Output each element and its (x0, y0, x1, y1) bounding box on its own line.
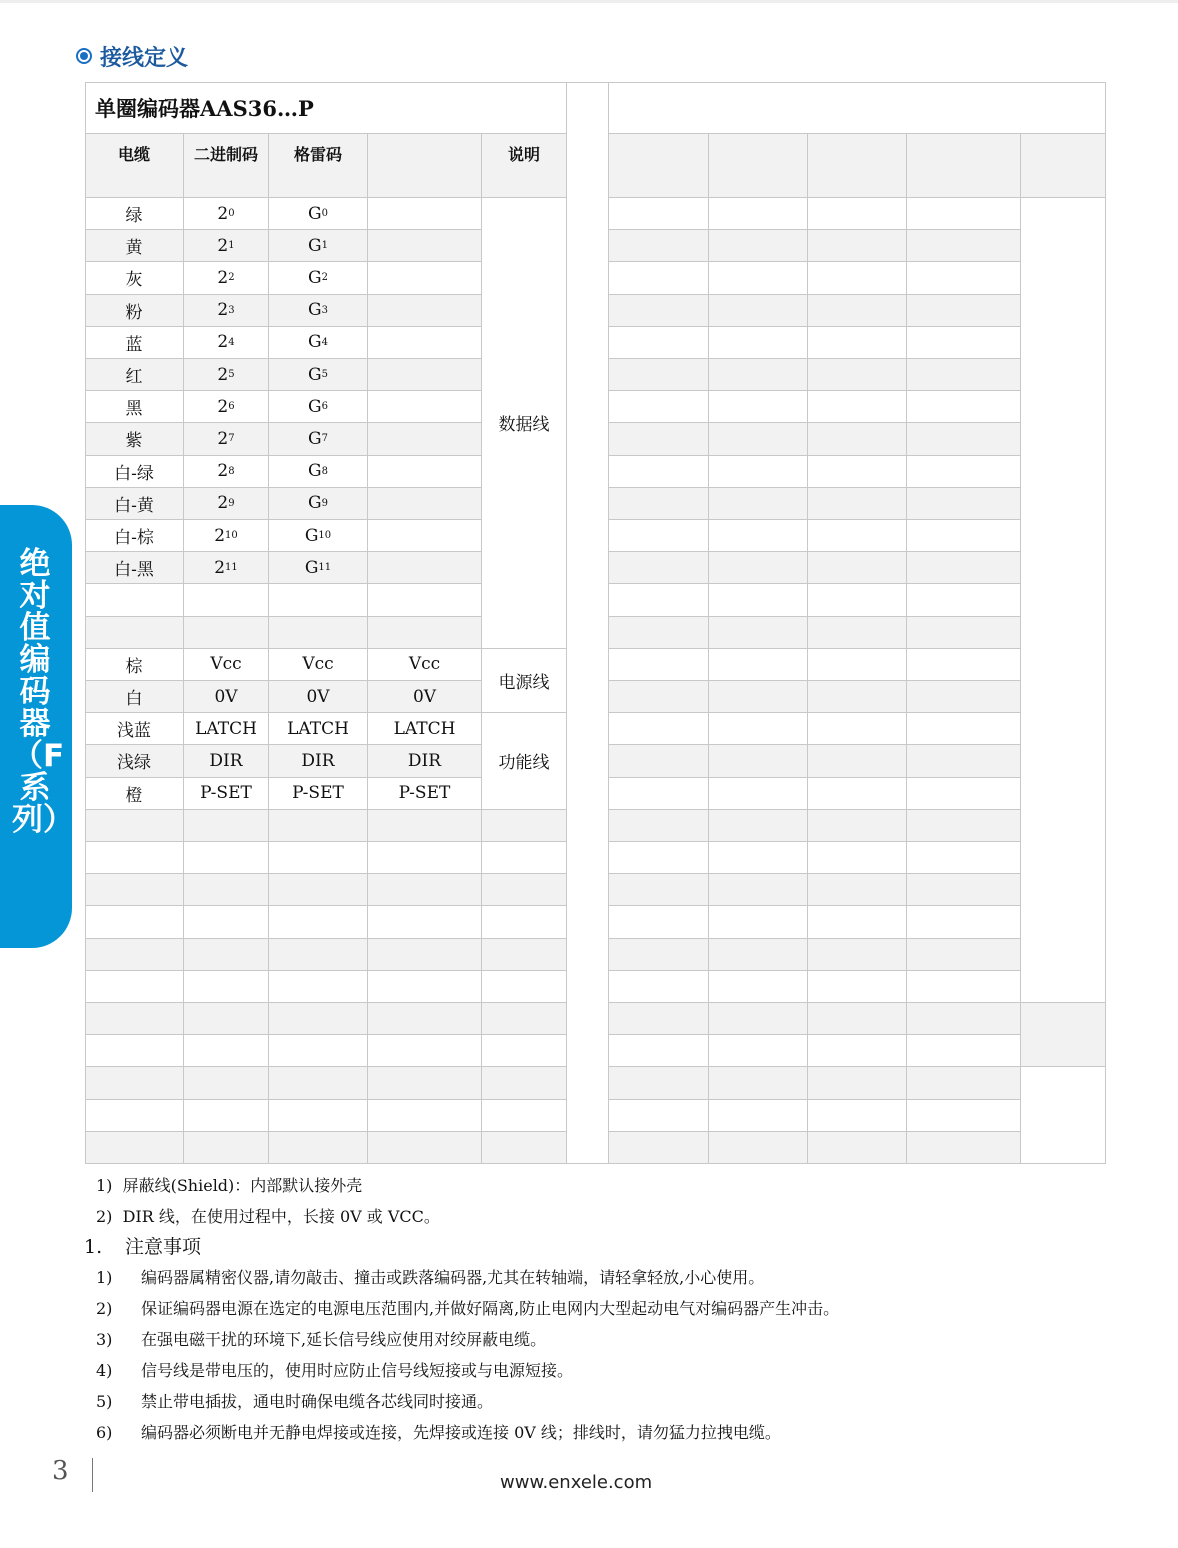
right-grid-cell (609, 584, 709, 616)
table-cell-empty (85, 874, 184, 906)
table-cell-empty (368, 810, 482, 842)
header-blank (1021, 134, 1106, 198)
right-grid-cell (907, 971, 1021, 1003)
table-cell-empty (184, 874, 269, 906)
table-cell-empty (85, 939, 184, 971)
table-cell (368, 391, 482, 423)
table-cell-gray: G 8 (269, 456, 368, 488)
column-header: 格雷码 (269, 134, 368, 198)
right-grid-cell (609, 423, 709, 455)
section-heading (76, 40, 188, 72)
table-cell-empty (85, 1003, 184, 1035)
table-cell-empty (482, 1100, 567, 1132)
table-cell-binary: 2 1 (184, 230, 269, 262)
right-grid-cell (709, 939, 808, 971)
right-grid-cell (709, 584, 808, 616)
right-grid-cell (808, 230, 907, 262)
table-cell-empty (269, 810, 368, 842)
table-cell-binary: 2 6 (184, 391, 269, 423)
table-cell-gray: G 5 (269, 359, 368, 391)
table-cell-empty (184, 584, 269, 616)
list-item: 1) 编码器属精密仪器,请勿敲击、撞击或跌落编码器,尤其在转轴端，请轻拿轻放,小心使用。 (96, 1268, 765, 1287)
right-grid-cell (609, 971, 709, 1003)
right-grid-cell (907, 456, 1021, 488)
side-tab-char: 系 (19, 770, 51, 806)
right-grid-cell (609, 1003, 709, 1035)
right-grid-cell (709, 810, 808, 842)
right-grid-cell (907, 327, 1021, 359)
right-grid-cell (907, 681, 1021, 713)
table-cell-empty (368, 842, 482, 874)
right-grid-cell (609, 939, 709, 971)
table-cell: Vcc (269, 649, 368, 681)
header-blank (709, 134, 808, 198)
table-cell-color: 绿 (85, 198, 184, 230)
right-grid-cell (808, 295, 907, 327)
table-cell-empty (269, 906, 368, 938)
table-cell-color: 黑 (85, 391, 184, 423)
precautions-list (96, 1262, 839, 1448)
right-grid-cell (609, 295, 709, 327)
right-grid-cell (808, 1132, 907, 1164)
table-cell-empty (368, 1067, 482, 1099)
table-cell-color: 红 (85, 359, 184, 391)
table-cell-empty (482, 810, 567, 842)
table-cell-empty (368, 1003, 482, 1035)
table-cell: P-SET (184, 778, 269, 810)
right-grid-cell (709, 1100, 808, 1132)
right-grid-cell (907, 230, 1021, 262)
table-cell-empty (85, 971, 184, 1003)
table-cell (368, 552, 482, 584)
right-grid-cell (808, 842, 907, 874)
right-grid-cell (907, 1003, 1021, 1035)
table-cell (368, 262, 482, 294)
right-merged-cell (1021, 1003, 1106, 1067)
right-grid-cell (709, 617, 808, 649)
right-grid-cell (907, 810, 1021, 842)
right-grid-cell (907, 391, 1021, 423)
table-cell-gray: G 6 (269, 391, 368, 423)
group-label-data: 数据线 (482, 198, 567, 649)
table-cell-empty (184, 1100, 269, 1132)
table-cell-color: 黄 (85, 230, 184, 262)
right-merged-cell (1021, 1067, 1106, 1164)
header-blank (609, 134, 709, 198)
table-cell: Vcc (368, 649, 482, 681)
right-grid-cell (709, 1035, 808, 1067)
right-grid-cell (609, 327, 709, 359)
right-grid-cell (709, 552, 808, 584)
right-grid-cell (709, 295, 808, 327)
right-grid-cell (709, 713, 808, 745)
table-cell-empty (368, 584, 482, 616)
right-grid-cell (609, 681, 709, 713)
right-grid-cell (709, 906, 808, 938)
right-grid-cell (609, 649, 709, 681)
table-cell-color: 白-黄 (85, 488, 184, 520)
right-grid-cell (808, 1067, 907, 1099)
table-cell: LATCH (269, 713, 368, 745)
table-cell-binary: 2 8 (184, 456, 269, 488)
table-cell (368, 520, 482, 552)
right-grid-cell (609, 520, 709, 552)
right-title-blank (609, 82, 1106, 134)
right-grid-cell (609, 456, 709, 488)
right-grid-cell (709, 1067, 808, 1099)
table-cell: LATCH (184, 713, 269, 745)
table-cell (368, 359, 482, 391)
right-grid-cell (609, 906, 709, 938)
right-grid-cell (907, 295, 1021, 327)
table-cell-empty (85, 842, 184, 874)
table-cell-empty (482, 874, 567, 906)
table-cell-empty (269, 1132, 368, 1164)
table-cell-empty (184, 1003, 269, 1035)
table-cell: P-SET (368, 778, 482, 810)
table-cell-binary: 2 11 (184, 552, 269, 584)
right-merged-cell (1021, 198, 1106, 1003)
table-cell (368, 423, 482, 455)
top-rule (0, 0, 1178, 3)
table-cell-empty (368, 1132, 482, 1164)
table-cell-color: 粉 (85, 295, 184, 327)
table-cell-empty (184, 1067, 269, 1099)
right-grid-cell (907, 552, 1021, 584)
right-grid-cell (808, 359, 907, 391)
table-cell-gray: G 0 (269, 198, 368, 230)
right-grid-cell (808, 488, 907, 520)
table-cell-empty (368, 874, 482, 906)
right-grid-cell (808, 198, 907, 230)
table-cell-empty (184, 1132, 269, 1164)
table-cell (368, 456, 482, 488)
table-cell-empty (184, 810, 269, 842)
table-cell-binary: 2 3 (184, 295, 269, 327)
right-grid-cell (709, 1003, 808, 1035)
right-grid-cell (609, 1035, 709, 1067)
table-cell-gray: G 9 (269, 488, 368, 520)
table-cell-empty (269, 842, 368, 874)
right-grid-cell (609, 488, 709, 520)
right-grid-cell (609, 617, 709, 649)
heading-title: 接线定义 (100, 45, 189, 71)
table-cell-binary: 2 4 (184, 327, 269, 359)
table-cell-empty (269, 1100, 368, 1132)
list-item: 2) 保证编码器电源在选定的电源电压范围内,并做好隔离,防止电网内大型起动电气对编码器产生冲击。 (96, 1299, 840, 1318)
table-cell-empty (269, 1067, 368, 1099)
list-item: 5) 禁止带电插拔，通电时确保电缆各芯线同时接通。 (96, 1392, 494, 1411)
right-grid-cell (709, 649, 808, 681)
table-cell-empty (482, 1035, 567, 1067)
right-grid-cell (609, 810, 709, 842)
right-grid-cell (709, 391, 808, 423)
right-grid-cell (609, 359, 709, 391)
list-item: 3) 在强电磁干扰的环境下,延长信号线应使用对绞屏蔽电缆。 (96, 1330, 547, 1349)
right-grid-cell (808, 520, 907, 552)
wiring-table (85, 82, 1106, 1164)
right-grid-cell (709, 262, 808, 294)
page-number: 3 (52, 1456, 69, 1486)
right-grid-cell (709, 488, 808, 520)
table-cell-empty (85, 906, 184, 938)
right-grid-cell (907, 488, 1021, 520)
right-grid-cell (609, 778, 709, 810)
right-grid-cell (808, 971, 907, 1003)
table-cell-empty (184, 842, 269, 874)
group-label-function: 功能线 (482, 713, 567, 810)
right-grid-cell (907, 1100, 1021, 1132)
table-cell-empty (368, 1100, 482, 1132)
table-cell-empty (482, 1132, 567, 1164)
right-grid-cell (808, 327, 907, 359)
right-grid-cell (609, 842, 709, 874)
table-cell-gray: G 4 (269, 327, 368, 359)
right-grid-cell (808, 649, 907, 681)
table-cell-empty (269, 1035, 368, 1067)
right-grid-cell (907, 745, 1021, 777)
table-cell-empty (482, 939, 567, 971)
footnote-1: 1) 屏蔽线(Shield)：内部默认接外壳 (96, 1176, 363, 1195)
table-cell-color: 白-棕 (85, 520, 184, 552)
right-grid-cell (808, 810, 907, 842)
table-cell-empty (368, 939, 482, 971)
header-blank (907, 134, 1021, 198)
table-cell-empty (184, 906, 269, 938)
right-grid-cell (808, 617, 907, 649)
table-cell-color: 紫 (85, 423, 184, 455)
right-grid-cell (907, 1035, 1021, 1067)
right-grid-cell (808, 939, 907, 971)
table-cell-color: 蓝 (85, 327, 184, 359)
table-title: 单圈编码器AAS36…P (85, 82, 567, 134)
table-cell-empty (269, 617, 368, 649)
table-cell-empty (368, 617, 482, 649)
right-grid-cell (609, 552, 709, 584)
right-grid-cell (808, 874, 907, 906)
table-cell-color: 浅绿 (85, 745, 184, 777)
table-cell-binary: 2 0 (184, 198, 269, 230)
table-cell-binary: 2 2 (184, 262, 269, 294)
right-grid-cell (808, 778, 907, 810)
right-grid-cell (907, 939, 1021, 971)
right-grid-cell (709, 198, 808, 230)
right-grid-cell (808, 1100, 907, 1132)
right-grid-cell (907, 423, 1021, 455)
table-cell-empty (269, 1003, 368, 1035)
right-grid-cell (907, 1067, 1021, 1099)
right-grid-cell (907, 198, 1021, 230)
header-blank (808, 134, 907, 198)
column-header: 说明 (482, 134, 567, 198)
right-grid-cell (808, 906, 907, 938)
right-grid-cell (907, 520, 1021, 552)
page-divider (92, 1458, 93, 1492)
website-url: www.enxele.com (500, 1472, 653, 1493)
table-cell: Vcc (184, 649, 269, 681)
list-item: 6) 编码器必须断电并无静电焊接或连接，先焊接或连接 0V 线；排线时，请勿猛力拉拽电缆。 (96, 1423, 781, 1442)
right-grid-cell (907, 584, 1021, 616)
right-grid-cell (907, 842, 1021, 874)
table-cell-color: 白-绿 (85, 456, 184, 488)
table-cell-binary: 2 9 (184, 488, 269, 520)
table-cell-color: 橙 (85, 778, 184, 810)
table-cell-gray: G 11 (269, 552, 368, 584)
column-header: 二进制码 (184, 134, 269, 198)
table-cell-empty (184, 971, 269, 1003)
right-grid-cell (808, 456, 907, 488)
right-grid-cell (709, 874, 808, 906)
right-grid-cell (907, 874, 1021, 906)
table-cell-empty (184, 939, 269, 971)
right-grid-cell (907, 1132, 1021, 1164)
right-grid-cell (808, 681, 907, 713)
right-grid-cell (609, 198, 709, 230)
table-cell-empty (85, 1100, 184, 1132)
right-grid-cell (808, 745, 907, 777)
right-grid-cell (907, 713, 1021, 745)
table-cell (368, 295, 482, 327)
right-grid-cell (808, 1035, 907, 1067)
table-cell-gray: G 2 (269, 262, 368, 294)
right-grid-cell (709, 971, 808, 1003)
column-header: 电缆 (85, 134, 184, 198)
right-grid-cell (609, 745, 709, 777)
table-cell-empty (368, 906, 482, 938)
right-grid-cell (907, 649, 1021, 681)
right-grid-cell (709, 327, 808, 359)
column-header (368, 134, 482, 198)
right-grid-cell (609, 1132, 709, 1164)
side-tab-char: 值 (19, 610, 51, 646)
right-grid-cell (609, 1100, 709, 1132)
table-cell-gray: G 1 (269, 230, 368, 262)
table-cell-empty (482, 1003, 567, 1035)
right-grid-cell (808, 584, 907, 616)
footnotes (96, 1170, 440, 1232)
table-cell: 0V (269, 681, 368, 713)
table-cell-empty (269, 584, 368, 616)
right-grid-cell (709, 681, 808, 713)
table-cell-color: 灰 (85, 262, 184, 294)
side-tab-char: 码 (19, 674, 51, 710)
table-cell-empty (482, 842, 567, 874)
right-grid-cell (609, 713, 709, 745)
table-cell-gray: G 10 (269, 520, 368, 552)
list-item: 4) 信号线是带电压的，使用时应防止信号线短接或与电源短接。 (96, 1361, 574, 1380)
footnote-2: 2) DIR 线，在使用过程中，长接 0V 或 VCC。 (96, 1207, 440, 1226)
right-grid-cell (609, 874, 709, 906)
table-cell-empty (482, 906, 567, 938)
table-cell-empty (269, 971, 368, 1003)
table-cell: P-SET (269, 778, 368, 810)
spacer-column (567, 82, 609, 1164)
table-cell-empty (85, 584, 184, 616)
table-cell-color: 浅蓝 (85, 713, 184, 745)
right-grid-cell (709, 842, 808, 874)
table-cell-gray: G 7 (269, 423, 368, 455)
right-grid-cell (709, 1132, 808, 1164)
table-cell-binary: 2 7 (184, 423, 269, 455)
table-cell-empty (85, 1035, 184, 1067)
table-cell: 0V (184, 681, 269, 713)
table-cell-empty (482, 971, 567, 1003)
table-cell-empty (269, 874, 368, 906)
right-grid-cell (709, 745, 808, 777)
side-tab-char: 列） (12, 802, 74, 838)
table-cell-binary: 2 10 (184, 520, 269, 552)
table-cell-empty (368, 1035, 482, 1067)
table-cell-binary: 2 5 (184, 359, 269, 391)
right-grid-cell (709, 230, 808, 262)
right-grid-cell (907, 906, 1021, 938)
right-grid-cell (709, 778, 808, 810)
radio-bullet-icon (76, 48, 92, 64)
side-tab-char: 对 (19, 578, 51, 614)
table-cell-empty (269, 939, 368, 971)
table-cell-empty (482, 1067, 567, 1099)
right-grid-cell (907, 262, 1021, 294)
table-cell: LATCH (368, 713, 482, 745)
right-grid-cell (808, 713, 907, 745)
table-cell-empty (85, 1132, 184, 1164)
table-cell (368, 327, 482, 359)
right-grid-cell (609, 1067, 709, 1099)
right-grid-cell (808, 552, 907, 584)
group-label-power: 电源线 (482, 649, 567, 713)
table-cell-color: 棕 (85, 649, 184, 681)
table-cell-empty (184, 617, 269, 649)
table-cell (368, 198, 482, 230)
table-cell (368, 230, 482, 262)
side-tab-char: 编 (19, 642, 51, 678)
right-grid-cell (709, 520, 808, 552)
side-tab-char: 器 (19, 706, 51, 742)
table-cell: DIR (368, 745, 482, 777)
table-cell-color: 白-黑 (85, 552, 184, 584)
table-cell: DIR (184, 745, 269, 777)
table-cell-empty (85, 617, 184, 649)
right-grid-cell (907, 617, 1021, 649)
table-cell-gray: G 3 (269, 295, 368, 327)
right-grid-cell (609, 230, 709, 262)
right-grid-cell (907, 359, 1021, 391)
table-cell-empty (85, 810, 184, 842)
right-grid-cell (808, 1003, 907, 1035)
side-tab-char: （F (12, 738, 65, 774)
right-grid-cell (709, 423, 808, 455)
right-grid-cell (907, 778, 1021, 810)
side-tab-label (12, 546, 74, 838)
table-cell: 0V (368, 681, 482, 713)
table-cell: DIR (269, 745, 368, 777)
right-grid-cell (609, 391, 709, 423)
table-cell-empty (85, 1067, 184, 1099)
right-grid-cell (709, 456, 808, 488)
table-cell-empty (184, 1035, 269, 1067)
right-grid-cell (609, 262, 709, 294)
side-tab-char: 绝 (19, 546, 51, 582)
right-grid-cell (808, 262, 907, 294)
right-grid-cell (808, 423, 907, 455)
right-grid-cell (808, 391, 907, 423)
table-cell (368, 488, 482, 520)
table-cell-empty (368, 971, 482, 1003)
right-grid-cell (709, 359, 808, 391)
table-cell-color: 白 (85, 681, 184, 713)
section-title: 1. 注意事项 (84, 1236, 202, 1258)
